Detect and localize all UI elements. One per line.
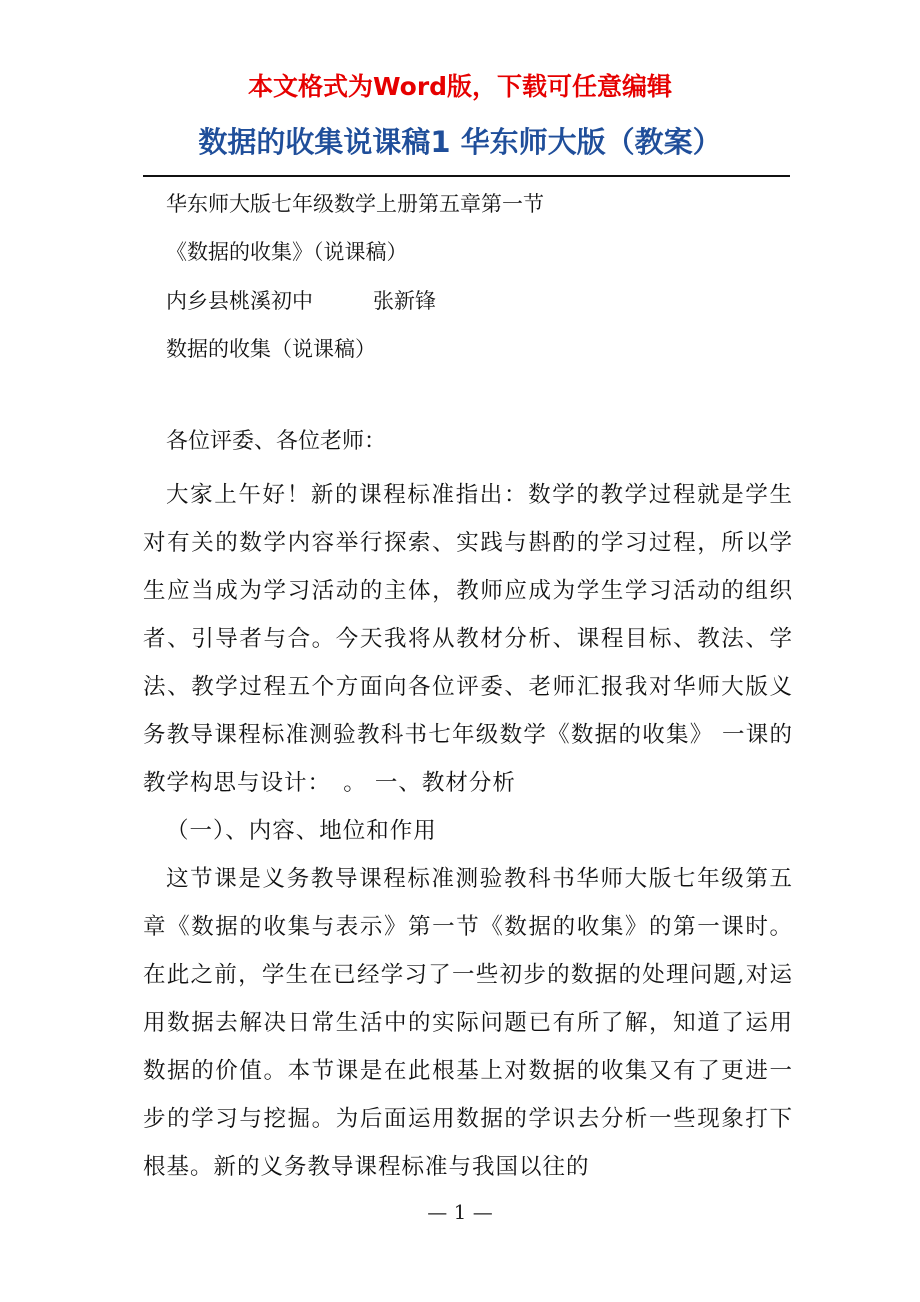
page-number: — 1 — — [427, 1200, 493, 1224]
greeting: 各位评委、各位老师： — [166, 429, 387, 454]
section-heading: （一）、内容、地位和作用 — [166, 818, 437, 844]
meta-lesson-line: 《数据的收集》（说课稿） — [166, 240, 408, 264]
meta-subtitle-line: 数据的收集（说课稿） — [166, 337, 376, 361]
format-notice-banner: 本文格式为Word版，下载可任意编辑 — [247, 72, 673, 101]
meta-author: 张新锋 — [373, 289, 436, 313]
body-text — [143, 471, 793, 1191]
document-title: 数据的收集说课稿1 华东师大版（教案） — [198, 125, 722, 159]
paragraph-content: 这节课是义务教导课程标准测验教科书华师大版七年级第五章《数据的收集与表示》第一节《数据的收集》的第一课时。在此之前，学生在已经学习了一些初步的数据的处理问题,对运用数据去解决日常生活中的实际问题已有所了解，知道了运用数据的价值。本节课是在此根基上对数据的收集又有了更进一步的学习与挖掘。为后面运用数据的学识去分析一些现象打下根基。新的义务教导课程标准与我国以往的 — [143, 866, 793, 1180]
meta-school: 内乡县桃溪初中 — [166, 289, 313, 313]
meta-author-line — [166, 286, 436, 316]
title-divider — [143, 175, 790, 177]
meta-course-line: 华东师大版七年级数学上册第五章第一节 — [166, 192, 544, 216]
paragraph-intro: 大家上午好！新的课程标准指出：数学的教学过程就是学生对有关的数学内容举行探索、实践与斟酌的学习过程，所以学生应当成为学习活动的主体，教师应成为学生学习活动的组织者、引导者与合。今天我将从教材分析、课程目标、教法、学法、教学过程五个方面向各位评委、老师汇报我对华师大版义务教导课程标准测验教科书七年级数学《数据的收集》 一课的教学构思与设计： 。 一、教材分析 — [143, 482, 793, 796]
